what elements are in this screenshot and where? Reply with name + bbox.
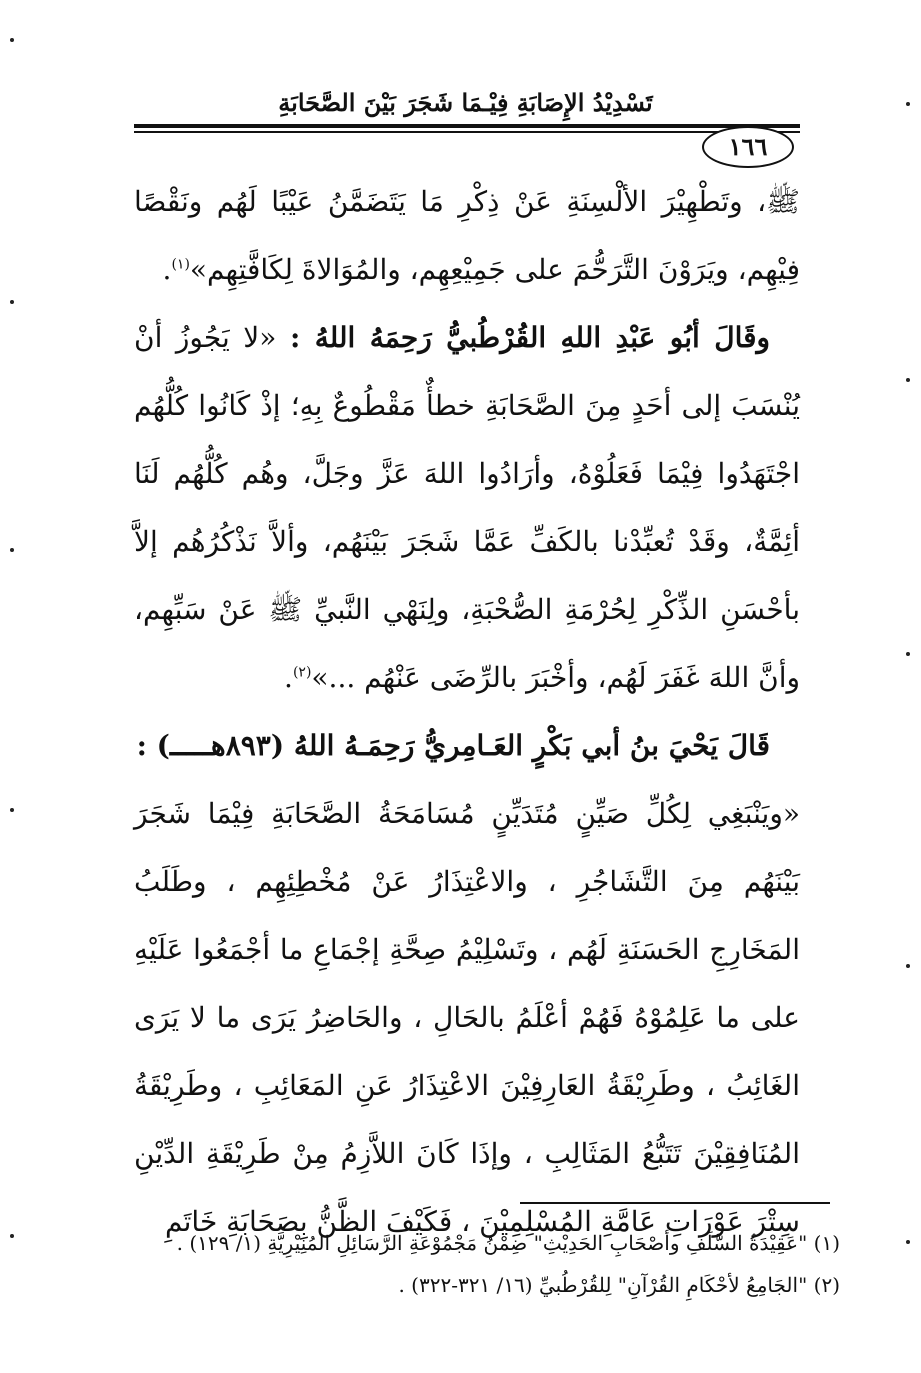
page-number: ١٦٦ — [702, 126, 794, 168]
paragraph-1 — [134, 168, 800, 304]
paragraph-3-heading — [134, 712, 800, 780]
scan-dot — [10, 548, 14, 552]
paragraph-2-end: . — [284, 661, 293, 694]
footnote-ref-1: (١) — [171, 256, 190, 273]
paragraph-3-lead: قَالَ يَحْيَ بنُ أبي بَكْرٍ العَـامِريُّ رَحِمَـهُ اللهُ (٨٩٣هـــــ) : — [136, 729, 770, 762]
footnote-ref-2: (٢) — [292, 664, 312, 681]
paragraph-2 — [134, 304, 800, 712]
footnote-1: (١) "عَقِيْدَةُ السَّلَفِ وأصْحَابِ الحَدِيْثِ" ضِمْنُ مَجْمُوْعَةِ الرَّسَائِلِ المُنِيْرِيَّةِ (١/ ١٢٩) . — [176, 1231, 840, 1255]
footnote-rule — [520, 1202, 830, 1204]
paragraph-2-text: «لا يَجُوزُ أنْ يُنْسَبَ إلى أحَدٍ مِنَ الصَّحَابَةِ خطأٌ مَقْطُوعٌ بِهِ؛ إذْ كَانُوا كُلُّهُم اجْتَهَدُوا فِيْمَا فَعَلُوْهُ، وأرَادُوا اللهَ عَزَّ وجَلَّ، وهُم كُلُّهُم لَنَا أئِمَّةٌ، وقَدْ تُعبِّدْنا بالكَفِّ عَمَّا شَجَرَ بَيْنَهُم، وألاَّ نَذْكُرُهُم إلاَّ بأحْسَنِ الذِّكْرِ لِحُرْمَةِ الصُّحْبَةِ، ولِنَهْي النَّبيِّ ﷺ عَنْ سَبِّهِم، وأنَّ اللهَ غَفَرَ لَهُم، وأخْبَرَ بالرِّضَى عَنْهُم ...» — [134, 321, 800, 694]
paragraph-1-end: . — [162, 253, 172, 286]
scan-dot — [906, 102, 910, 106]
scan-dot — [10, 300, 14, 304]
paragraph-3: «ويَنْبَغِي لِكُلِّ صَيِّنٍ مُتَدَيِّنٍ مُسَامَحَةُ الصَّحَابَةِ فِيْمَا شَجَرَ بَيْنَهُم مِنَ التَّشَاجُرِ ، والاعْتِذَارُ عَنْ مُخْطِئِهِم ، وطَلَبُ المَخَارِجِ الحَسَنَةِ لَهُم ، وتَسْلِيْمُ صِحَّةِ إجْمَاعِ ما أجْمَعُوا عَلَيْهِ على ما عَلِمُوْهُ فَهُمْ أعْلَمُ بالحَالِ ، والحَاضِرُ يَرَى ما لا يَرَى الغَائِبُ ، وطَرِيْقَةُ العَارِفِيْنَ الاعْتِذَارُ عَنِ المَعَائِبِ ، وطَرِيْقَةُ المُنَافِقِيْنَ تَتَبُّعُ المَثَالِبِ ، وإذَا كَانَ اللاَّزِمُ مِنْ طَرِيْقَةِ الدِّيْنِ سِتْرَ عَوْرَاتِ عَامَّةِ المُسْلِمِيْنَ ، فَكَيْفَ الظَّنُّ بِصَحَابَةِ خَاتَمِ — [134, 797, 800, 1238]
header-rule-thick — [134, 124, 800, 128]
scan-dot — [906, 378, 910, 382]
paragraph-2-lead: وقَالَ أبُو عَبْدِ اللهِ القُرْطُبيُّ رَحِمَهُ اللهُ : — [289, 321, 771, 354]
footnote-2: (٢) "الجَامِعُ لأحْكَامِ القُرْآنِ" لِلقُرْطُبيِّ (١٦/ ٣٢١-٣٢٢) . — [398, 1273, 840, 1297]
header-rule-thin — [134, 131, 800, 133]
scan-dot — [10, 38, 14, 42]
footnotes — [176, 1222, 840, 1306]
paragraph-1-text: ﷺ، وتَطْهِيْرَ الألْسِنَةِ عَنْ ذِكْرِ مَا يَتَضَمَّنُ عَيْبًا لَهُم ونَقْصًا فِيْهِم، ويَرَوْنَ التَّرَحُّمَ على جَمِيْعِهِم، والمُوَالاةَ لِكَافَّتِهِم» — [134, 185, 800, 286]
scan-dot — [906, 652, 910, 656]
scan-dot — [10, 1234, 14, 1238]
running-title: تَسْدِيْدُ الإِصَابَةِ فِيْـمَا شَجَرَ بَيْنَ الصَّحَابَةِ — [278, 88, 653, 117]
main-text — [134, 168, 800, 1256]
scan-dot — [906, 1240, 910, 1244]
scan-dot — [10, 808, 14, 812]
scan-dot — [906, 964, 910, 968]
